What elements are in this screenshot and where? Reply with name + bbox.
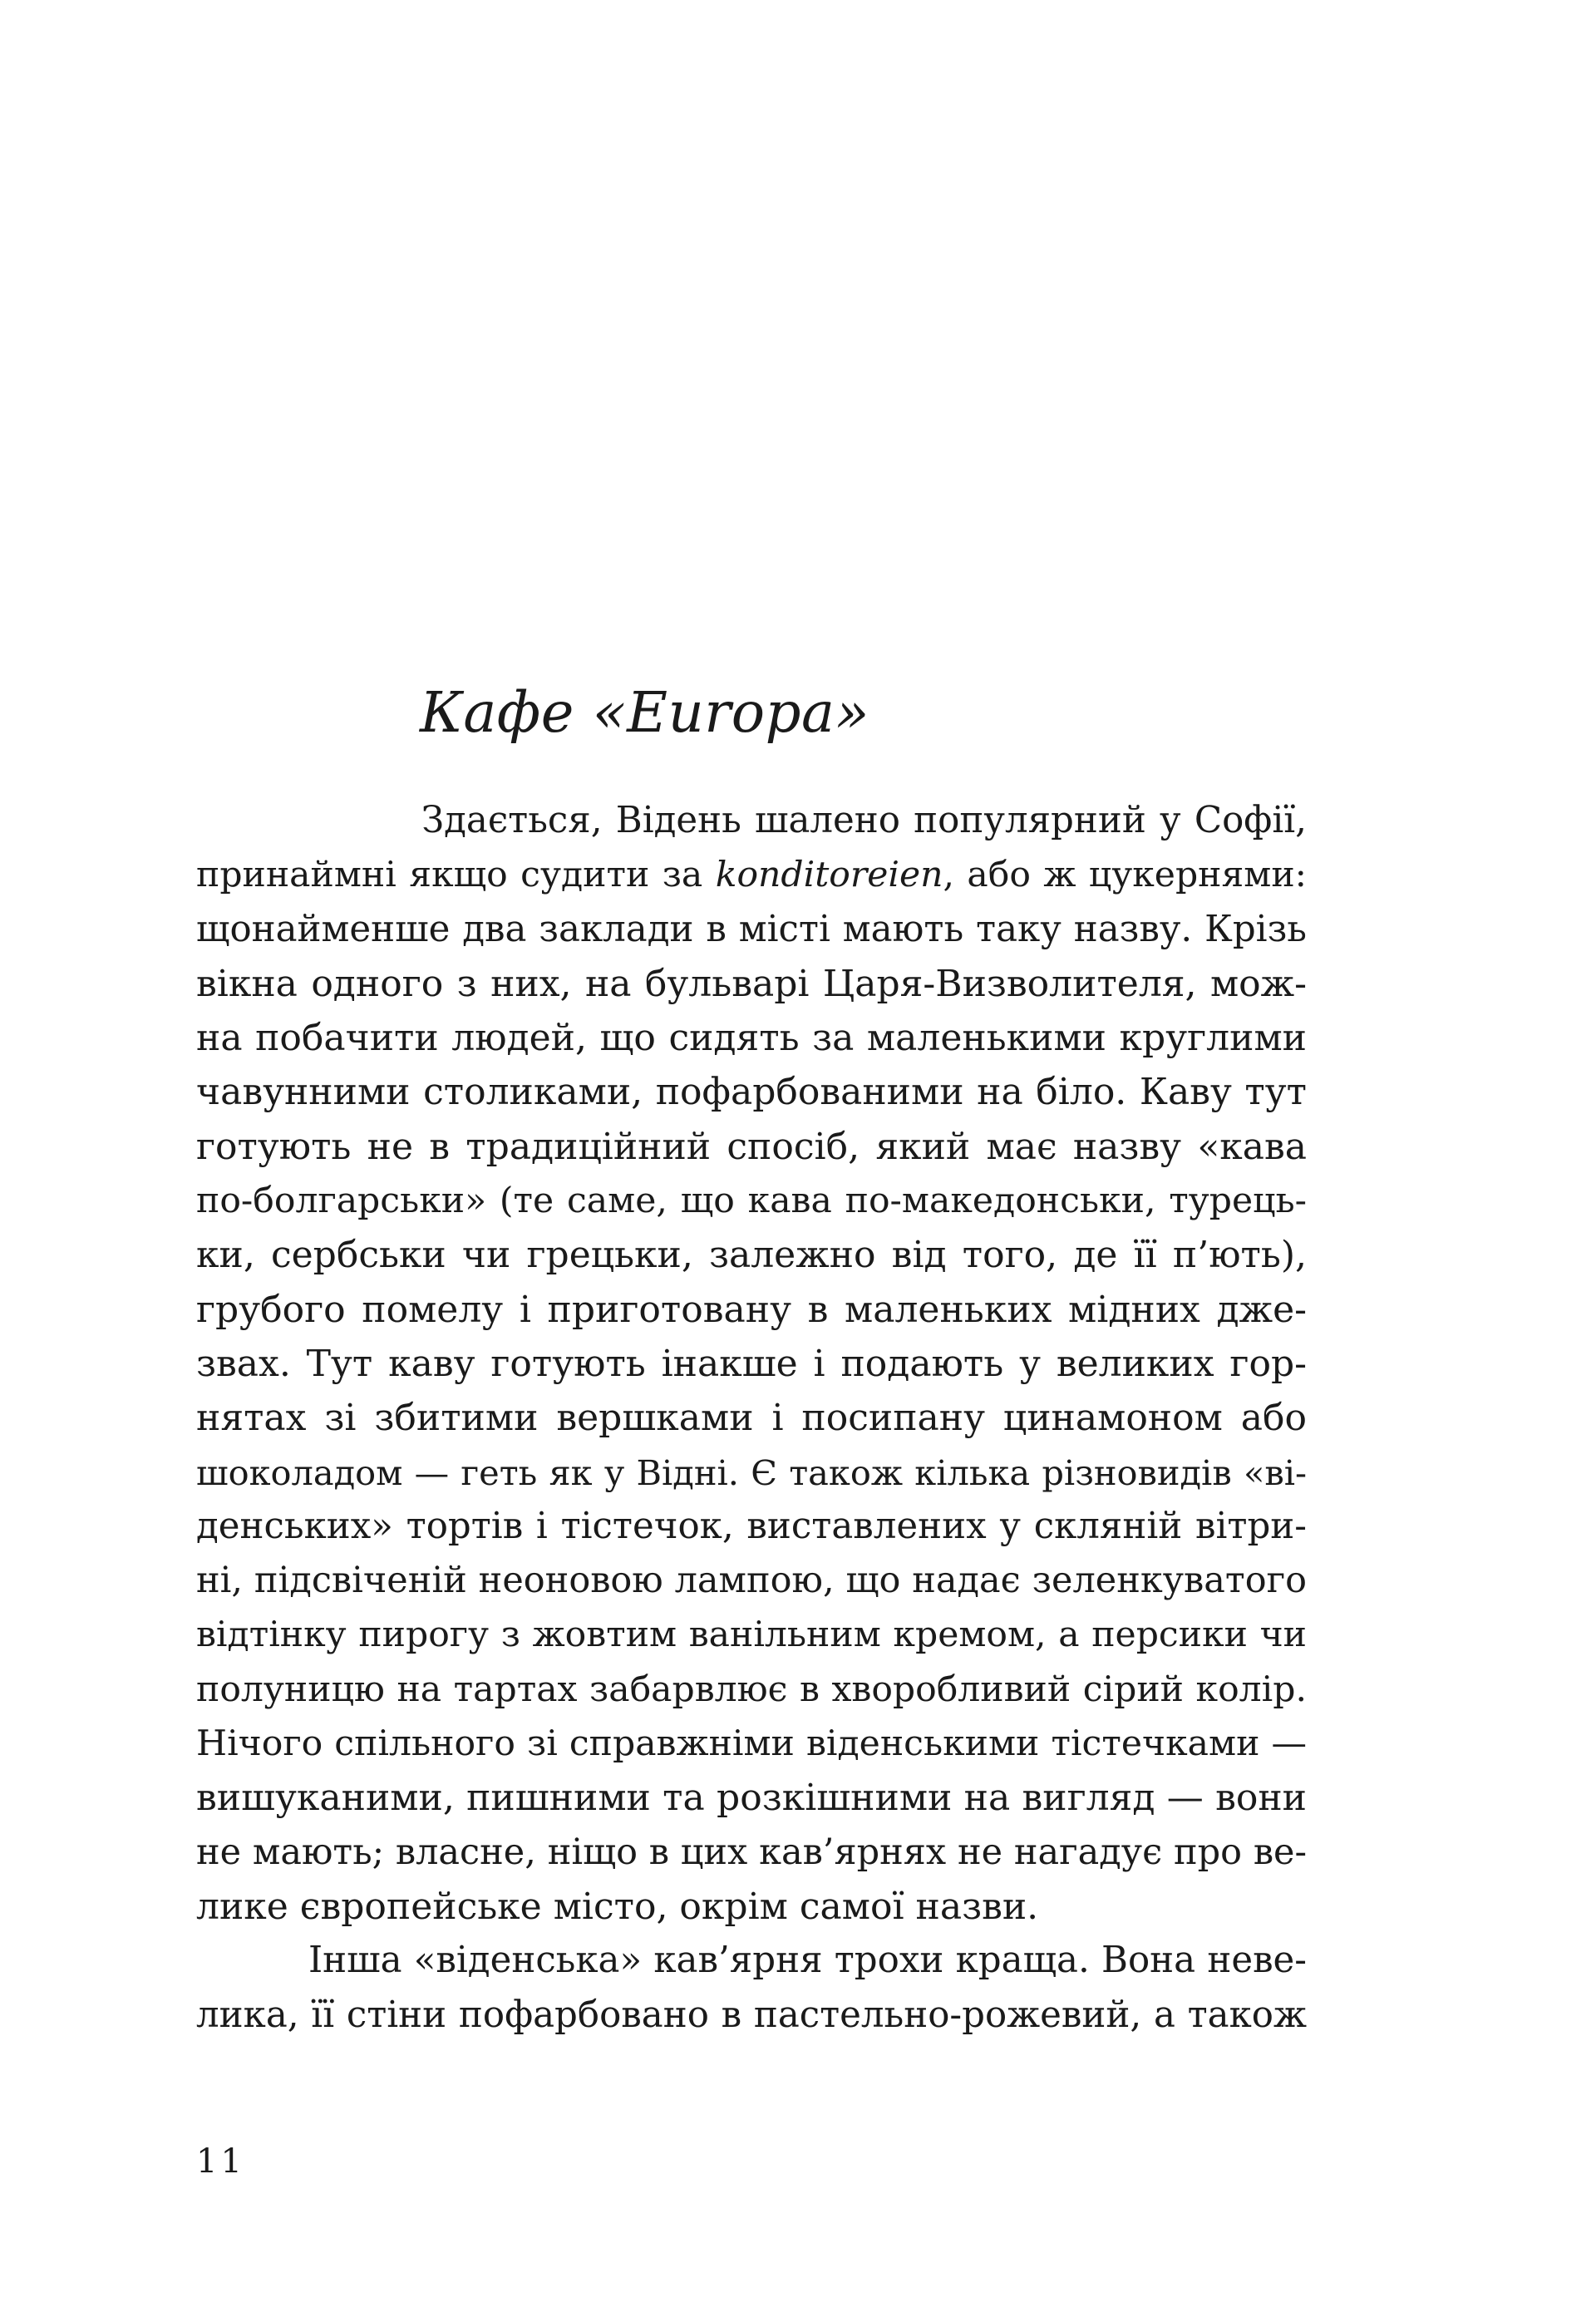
text-segment: принаймні якщо судити за (196, 855, 716, 896)
text-line: вікна одного з них, на бульварі Царя-Визволителя, мож- (196, 962, 1307, 1005)
chapter-title: Кафе «Europa» (420, 680, 869, 745)
text-line: по-болгарськи» (те саме, що кава по-македонськи, турець- (196, 1181, 1307, 1222)
text-line: вишуканими, пишними та розкішними на вигляд — вони (196, 1777, 1307, 1820)
text-line: Інша «віденська» кав’ярня трохи краща. Вона неве- (308, 1940, 1307, 1982)
text-line: готують не в традиційний спосіб, який має назву «кава (196, 1125, 1307, 1168)
text-line: чавунними столиками, пофарбованими на біло. Каву тут (196, 1071, 1307, 1114)
text-line (196, 848, 1307, 902)
page-number: 11 (196, 2142, 245, 2181)
text-line: нятах зі збитими вершками і посипану цинамоном або (196, 1397, 1307, 1440)
text-line: не мають; власне, ніщо в цих кав’ярнях не нагадує про ве- (196, 1831, 1307, 1873)
text-line: звах. Тут каву готують інакше і подають у великих гор- (196, 1342, 1307, 1385)
text-line: відтінку пирогу з жовтим ванільним кремом, а персики чи (196, 1614, 1307, 1656)
text-line: лике європейське місто, окрім самої назви. (196, 1885, 1039, 1928)
body-text (196, 794, 1307, 2043)
text-line: денських» тортів і тістечок, виставлених у скляній вітри- (196, 1505, 1307, 1547)
text-line: на побачити людей, що сидять за маленькими круглими (196, 1017, 1307, 1060)
text-line: Здається, Відень шалено популярний у Софії, (421, 800, 1307, 841)
text-line: ні, підсвіченій неоновою лампою, що надає зеленкуватого (196, 1560, 1307, 1602)
foreign-term-italic: konditoreien (715, 855, 943, 896)
text-line: щонайменше два заклади в місті мають таку назву. Крізь (196, 908, 1307, 950)
text-line: лика, її стіни пофарбовано в пастельно-рожевий, а також (196, 1994, 1307, 2036)
text-line: Нічого спільного зі справжніми віденськими тістечками — (196, 1723, 1307, 1765)
text-line: шоколадом — геть як у Відні. Є також кілька різновидів «ві- (196, 1452, 1307, 1493)
text-line: грубого помелу і приготовану в маленьких мідних дже- (196, 1288, 1307, 1331)
text-line: ки, сербськи чи грецьки, залежно від того, де її п’ють), (196, 1234, 1307, 1277)
text-line: полуницю на тартах забарвлює в хворобливий сірий колір. (196, 1669, 1307, 1710)
text-segment: , або ж цукернями: (943, 855, 1307, 896)
